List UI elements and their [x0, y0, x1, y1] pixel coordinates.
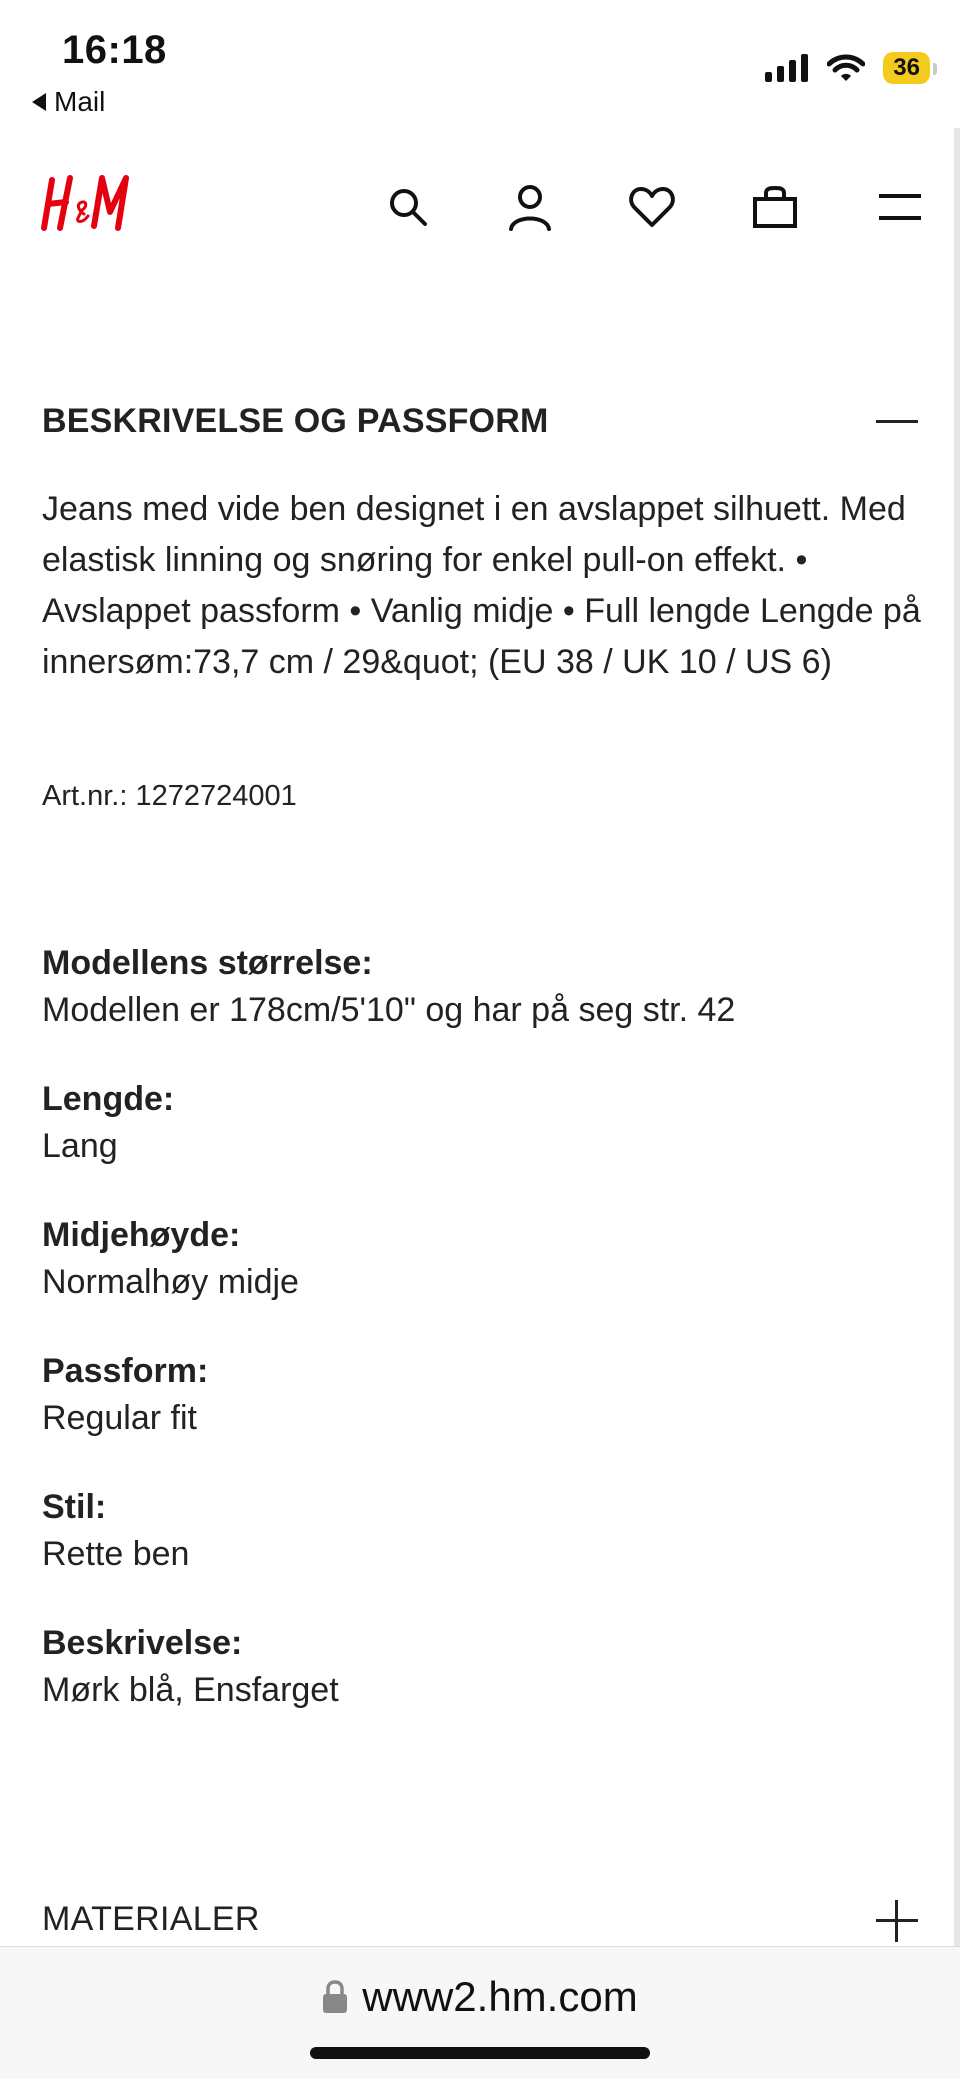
site-header: [0, 160, 960, 260]
url-display[interactable]: [0, 1973, 960, 2021]
attribute-value: Mørk blå, Ensfarget: [42, 1671, 339, 1709]
shopping-bag-icon[interactable]: [750, 182, 800, 232]
status-bar: [0, 0, 960, 125]
search-icon[interactable]: [383, 182, 433, 232]
menu-icon[interactable]: [875, 182, 925, 232]
url-text: www2.hm.com: [362, 1973, 638, 2020]
attribute-style: [42, 1484, 922, 1578]
back-arrow-icon: [32, 93, 46, 111]
attribute-value: Normalhøy midje: [42, 1263, 299, 1301]
description-section-title[interactable]: BESKRIVELSE OG PASSFORM: [42, 402, 549, 440]
back-label: Mail: [54, 86, 106, 117]
home-indicator[interactable]: [310, 2047, 650, 2059]
back-to-mail-link[interactable]: [32, 86, 105, 118]
attribute-model-size: [42, 940, 922, 1034]
article-number: Art.nr.: 1272724001: [42, 780, 297, 812]
expand-plus-icon[interactable]: [874, 1898, 920, 1944]
attribute-label: Lengde:: [42, 1080, 175, 1118]
attribute-label: Beskrivelse:: [42, 1624, 243, 1662]
attribute-label: Stil:: [42, 1488, 107, 1526]
account-icon[interactable]: [505, 182, 555, 232]
hm-logo[interactable]: [38, 170, 138, 240]
attribute-value: Regular fit: [42, 1399, 197, 1437]
materials-section-title[interactable]: MATERIALER: [42, 1900, 260, 1938]
attribute-value: Lang: [42, 1127, 118, 1165]
signal-icon: [765, 54, 809, 82]
hm-logo-icon: [38, 170, 138, 240]
attribute-length: [42, 1076, 922, 1170]
attribute-description: [42, 1620, 922, 1714]
wifi-icon: [827, 54, 865, 82]
attribute-waist-height: [42, 1212, 922, 1306]
lock-icon: [322, 1980, 348, 2014]
heart-icon[interactable]: [627, 182, 677, 232]
attribute-label: Modellens størrelse:: [42, 944, 373, 982]
browser-url-bar[interactable]: [0, 1946, 960, 2079]
attribute-fit: [42, 1348, 922, 1442]
attribute-label: Passform:: [42, 1352, 209, 1390]
collapse-minus-icon[interactable]: [874, 400, 920, 446]
attribute-label: Midjehøyde:: [42, 1216, 241, 1254]
attribute-value: Modellen er 178cm/5'10" og har på seg str. 42: [42, 991, 736, 1029]
status-time: 16:18: [62, 28, 167, 72]
battery-indicator: 36: [883, 52, 930, 84]
attribute-value: Rette ben: [42, 1535, 190, 1573]
status-indicators: [765, 52, 930, 84]
product-description: Jeans med vide ben designet i en avslappet silhuett. Med elastisk linning og snøring for enkel pull-on effekt. • Avslappet passform • Vanlig midje • Full lengde Lengde på innersøm:73,7 cm / 29&quot; (EU 38 / UK 10 / US 6): [42, 490, 921, 681]
page-scroll-edge: [954, 128, 960, 1948]
